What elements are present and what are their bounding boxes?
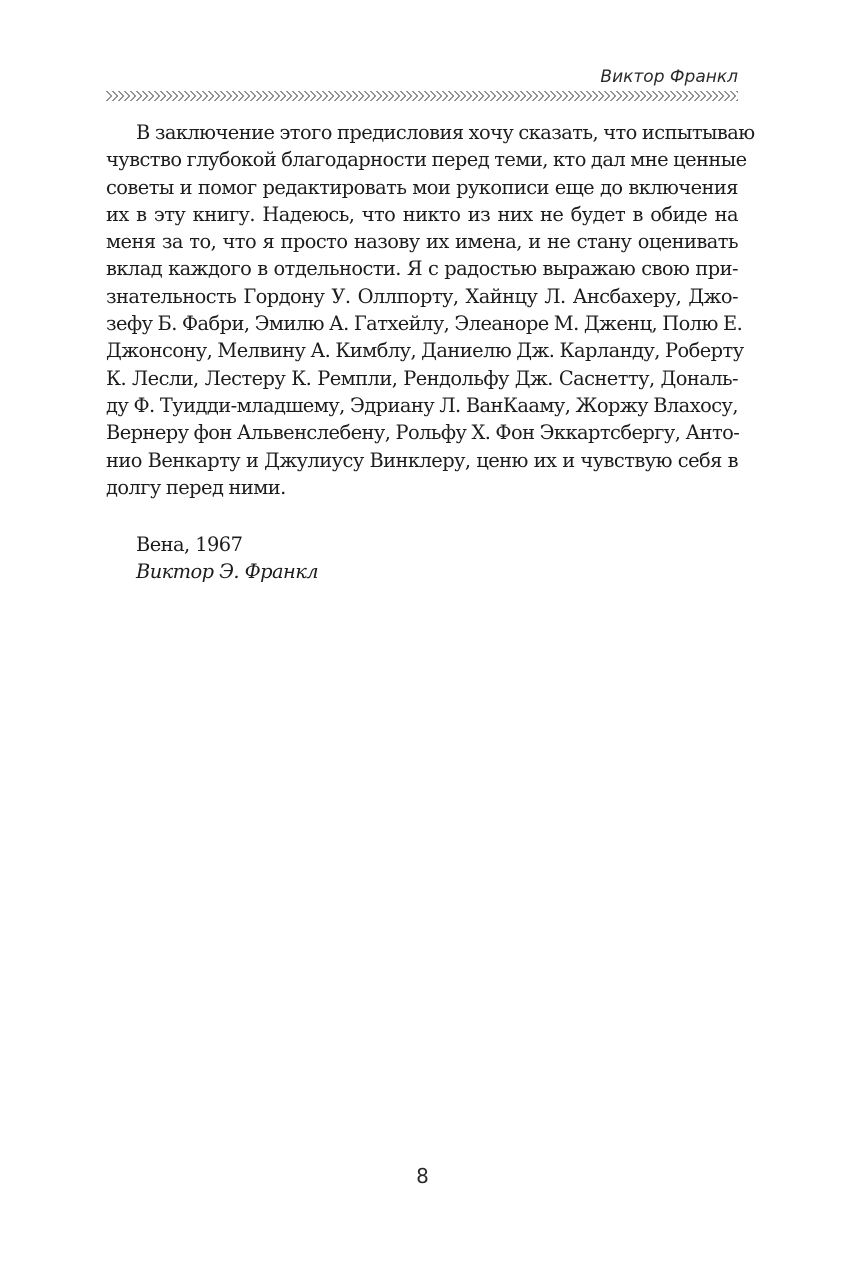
page-number: 8 [416, 1164, 429, 1188]
paragraph-line: советы и помог редактировать мои рукописи еще до включения [106, 175, 738, 199]
signoff-block [136, 531, 318, 586]
paragraph-line: ду Ф. Туидди-младшему, Эдриану Л. ВанКааму, Жоржу Влахосу, [106, 393, 738, 417]
paragraph-line: К. Лесли, Лестеру К. Ремпли, Рендольфу Дж. Саснетту, Дональ- [106, 366, 738, 390]
ornamental-divider [106, 91, 738, 101]
running-head-title: Виктор Франкл [600, 67, 738, 87]
paragraph-line: В заключение этого предисловия хочу сказать, что испытываю [136, 121, 755, 144]
preface-paragraph [106, 119, 755, 501]
paragraph-line: нио Венкарту и Джулиусу Винклеру, ценю их и чувствую себя в [106, 448, 738, 472]
author-signature: Виктор Э. Франкл [136, 560, 319, 584]
paragraph-line: знательность Гордону У. Оллпорту, Хайнцу Л. Ансбахеру, Джо- [106, 284, 738, 308]
paragraph-line: Вернеру фон Альвенслебену, Рольфу Х. Фон Эккартсбергу, Анто- [106, 421, 740, 445]
paragraph-line: их в эту книгу. Надеюсь, что никто из них не будет в обиде на [106, 202, 738, 226]
paragraph-line: чувство глубокой благодарности перед теми, кто дал мне ценные [106, 148, 747, 172]
place-and-date: Вена, 1967 [136, 533, 243, 556]
paragraph-line: долгу перед ними. [106, 475, 286, 499]
paragraph-line: зефу Б. Фабри, Эмилю А. Гатхейлу, Элеаноре М. Дженц, Полю Е. [106, 312, 743, 336]
paragraph-line: вклад каждого в отдельности. Я с радостью выражаю свою при- [106, 257, 738, 281]
paragraph-line: меня за то, что я просто назову их имена, и не стану оценивать [106, 230, 738, 254]
paragraph-line: Джонсону, Мелвину А. Кимблу, Даниелю Дж. Карланду, Роберту [106, 339, 744, 363]
